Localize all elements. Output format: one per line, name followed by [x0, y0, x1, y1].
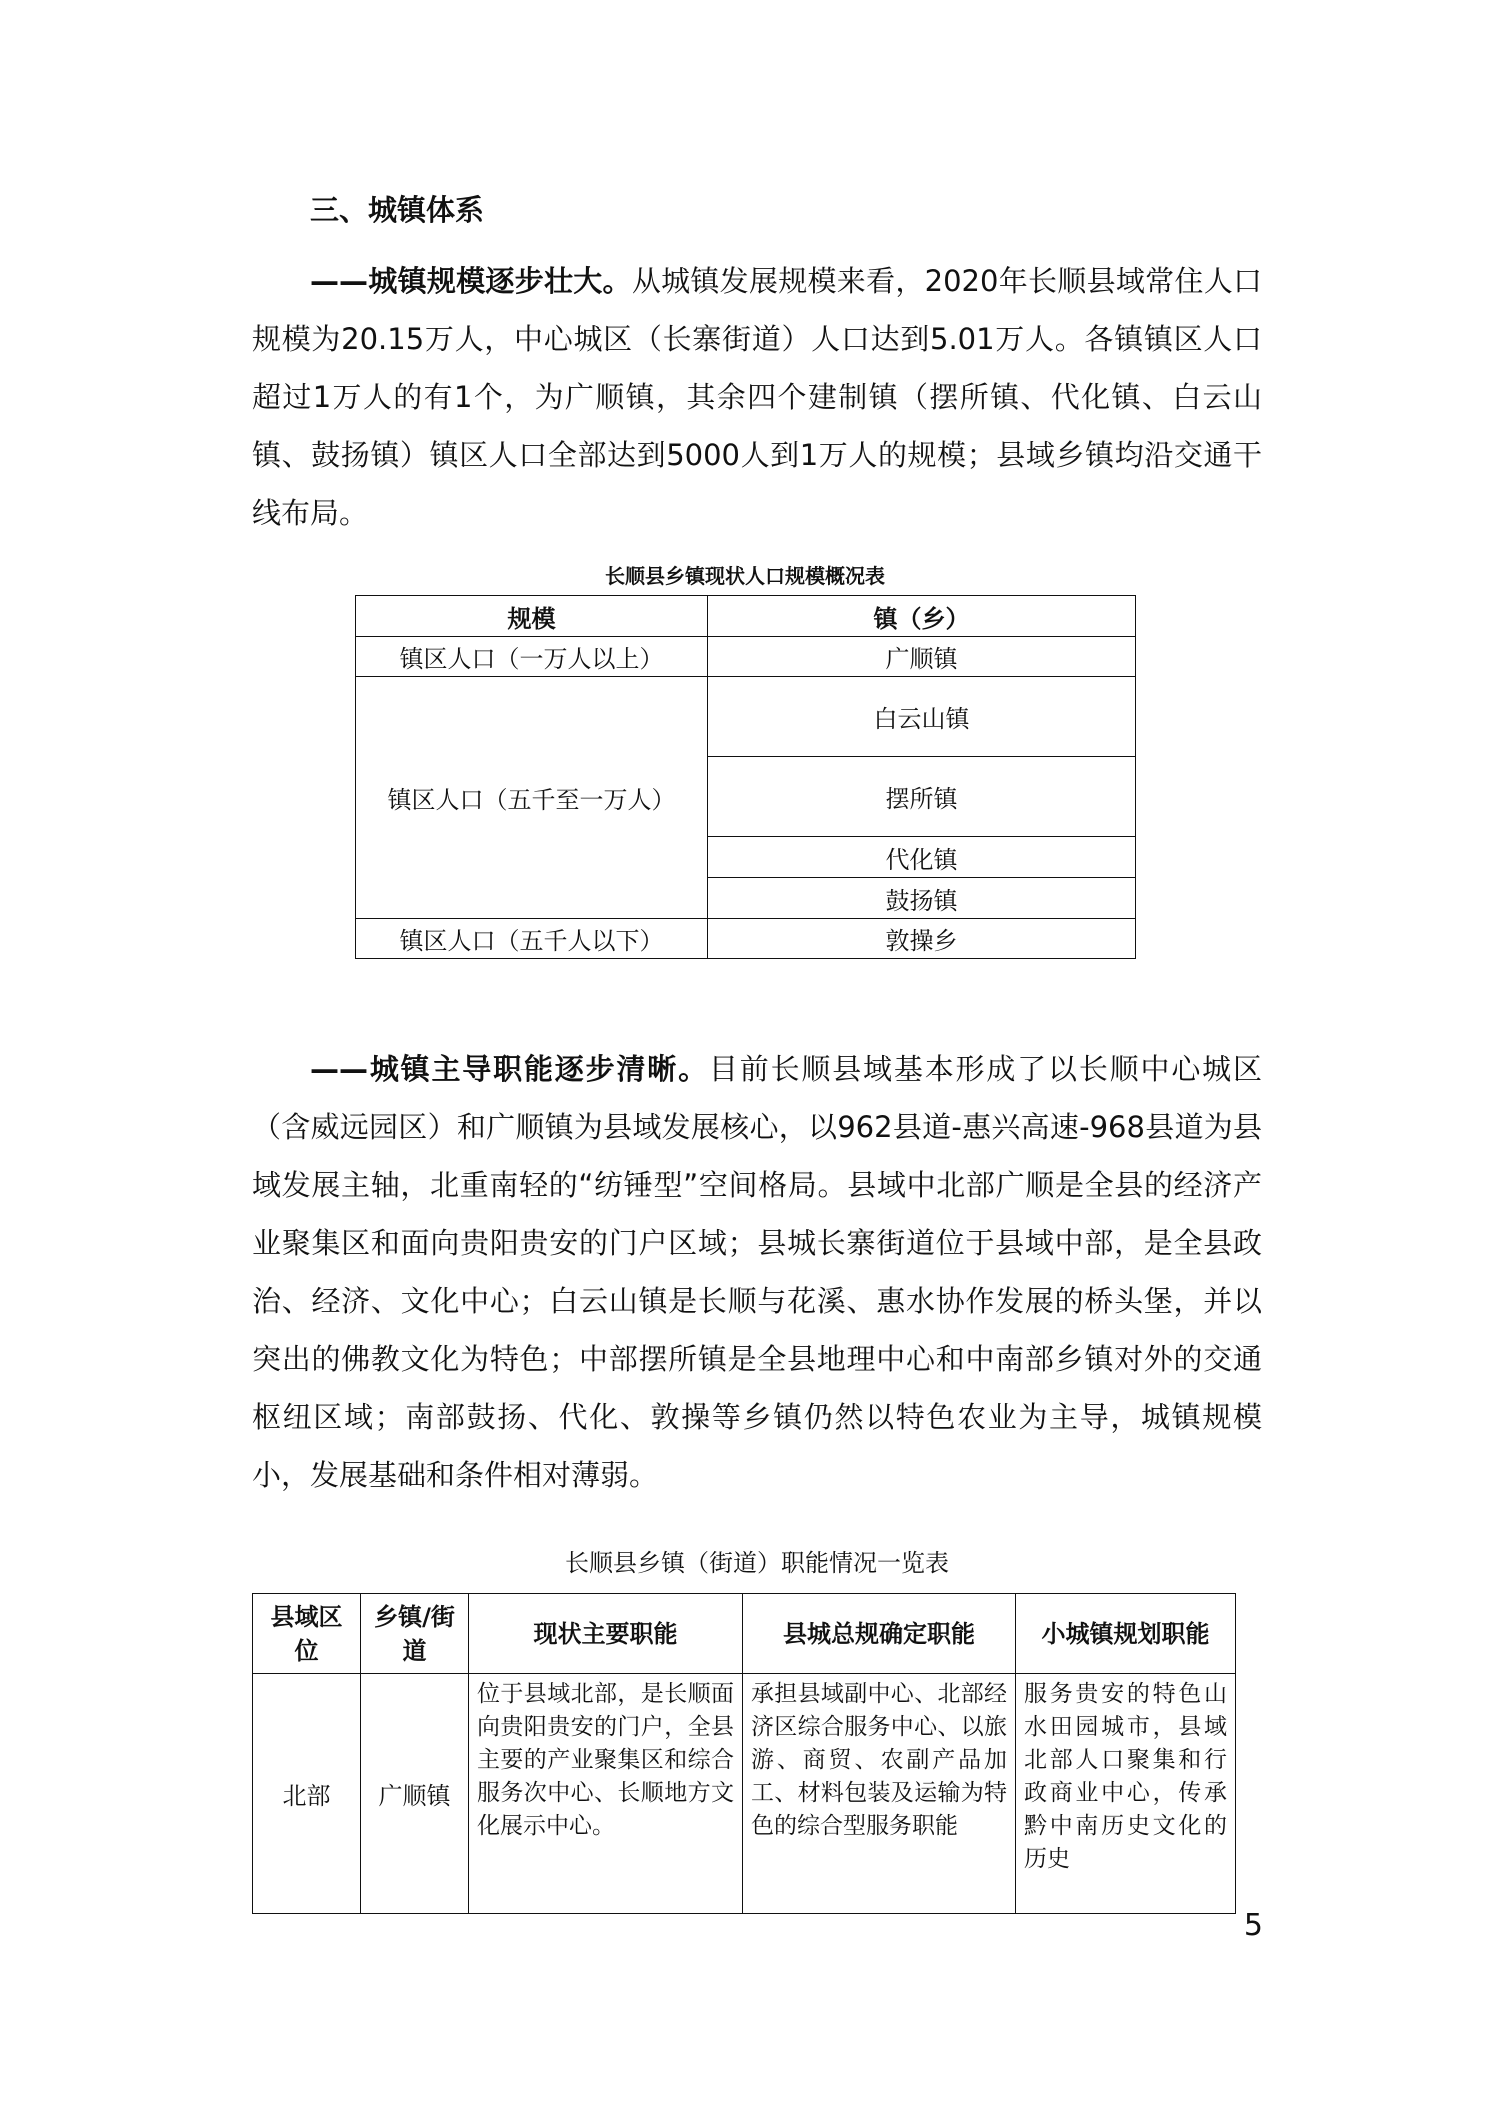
town-functions-table [252, 1593, 1236, 1914]
paragraph-lead: ——城镇规模逐步壮大。 [310, 264, 632, 298]
scale-cell: 镇区人口（五千人以下） [356, 919, 708, 959]
town-cell: 摆所镇 [708, 757, 1136, 837]
town-cell: 鼓扬镇 [708, 878, 1136, 919]
page-number: 5 [1243, 1908, 1263, 1943]
header-cell: 县域区位 [253, 1594, 361, 1674]
header-cell: 小城镇规划职能 [1016, 1594, 1236, 1674]
table-row [356, 919, 1136, 959]
scale-cell: 镇区人口（一万人以上） [356, 637, 708, 677]
small-town-plan-function-cell: 服务贵安的特色山水田园城市，县域北部人口聚集和行政商业中心，传承黔中南历史文化的历史 [1016, 1674, 1236, 1914]
header-cell: 县城总规确定职能 [743, 1594, 1016, 1674]
section-heading: 三、城镇体系 [310, 193, 485, 227]
paragraph-town-scale [252, 252, 1262, 542]
paragraph-lead: ——城镇主导职能逐步清晰。 [310, 1052, 709, 1086]
table-caption: 长顺县乡镇（街道）职能情况一览表 [565, 1549, 949, 1577]
town-cell: 白云山镇 [708, 677, 1136, 757]
header-cell: 规模 [356, 596, 708, 637]
header-cell: 现状主要职能 [469, 1594, 743, 1674]
paragraph-text: 从城镇发展规模来看，2020年长顺县域常住人口规模为20.15万人，中心城区（长寨街道）人口达到5.01万人。各镇镇区人口超过1万人的有1个，为广顺镇，其余四个建制镇（摆所镇、代化镇、白云山镇、鼓扬镇）镇区人口全部达到5000人到1万人的规模；县域乡镇均沿交通干线布局。 [252, 264, 1262, 530]
header-cell: 乡镇/街道 [361, 1594, 469, 1674]
town-cell: 广顺镇 [708, 637, 1136, 677]
table-row [356, 677, 1136, 757]
paragraph-text: 目前长顺县域基本形成了以长顺中心城区（含威远园区）和广顺镇为县域发展核心，以962县道-惠兴高速-968县道为县域发展主轴，北重南轻的“纺锤型”空间格局。县域中北部广顺是全县的经济产业聚集区和面向贵阳贵安的门户区域；县城长寨街道位于县域中部，是全县政治、经济、文化中心；白云山镇是长顺与花溪、惠水协作发展的桥头堡，并以突出的佛教文化为特色；中部摆所镇是全县地理中心和中南部乡镇对外的交通枢纽区域；南部鼓扬、代化、敦操等乡镇仍然以特色农业为主导，城镇规模小，发展基础和条件相对薄弱。 [252, 1052, 1262, 1492]
town-cell: 广顺镇 [361, 1674, 469, 1914]
town-cell: 代化镇 [708, 837, 1136, 878]
master-plan-function-cell: 承担县域副中心、北部经济区综合服务中心、以旅游、商贸、农副产品加工、材料包装及运输为特色的综合型服务职能 [743, 1674, 1016, 1914]
table-row [253, 1674, 1236, 1914]
population-scale-table [355, 595, 1136, 959]
table-caption: 长顺县乡镇现状人口规模概况表 [605, 564, 885, 588]
current-function-cell: 位于县域北部，是长顺面向贵阳贵安的门户，全县主要的产业聚集区和综合服务次中心、长顺地方文化展示中心。 [469, 1674, 743, 1914]
town-cell: 敦操乡 [708, 919, 1136, 959]
paragraph-town-functions [252, 1040, 1262, 1504]
header-cell: 镇（乡） [708, 596, 1136, 637]
table-row [356, 637, 1136, 677]
scale-cell: 镇区人口（五千至一万人） [356, 677, 708, 919]
table-header-row [356, 596, 1136, 637]
table-header-row [253, 1594, 1236, 1674]
region-cell: 北部 [253, 1674, 361, 1914]
